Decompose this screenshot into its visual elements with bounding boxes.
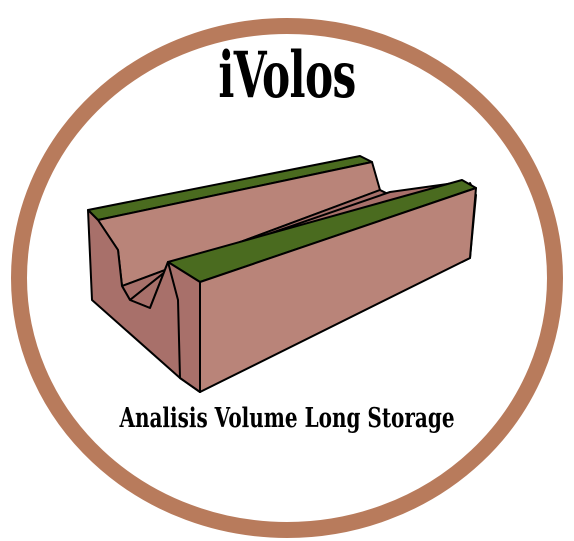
logo-title: iVolos: [218, 38, 356, 113]
u-channel-block-icon: [88, 156, 476, 392]
logo-subtitle: Analisis Volume Long Storage: [119, 403, 455, 434]
